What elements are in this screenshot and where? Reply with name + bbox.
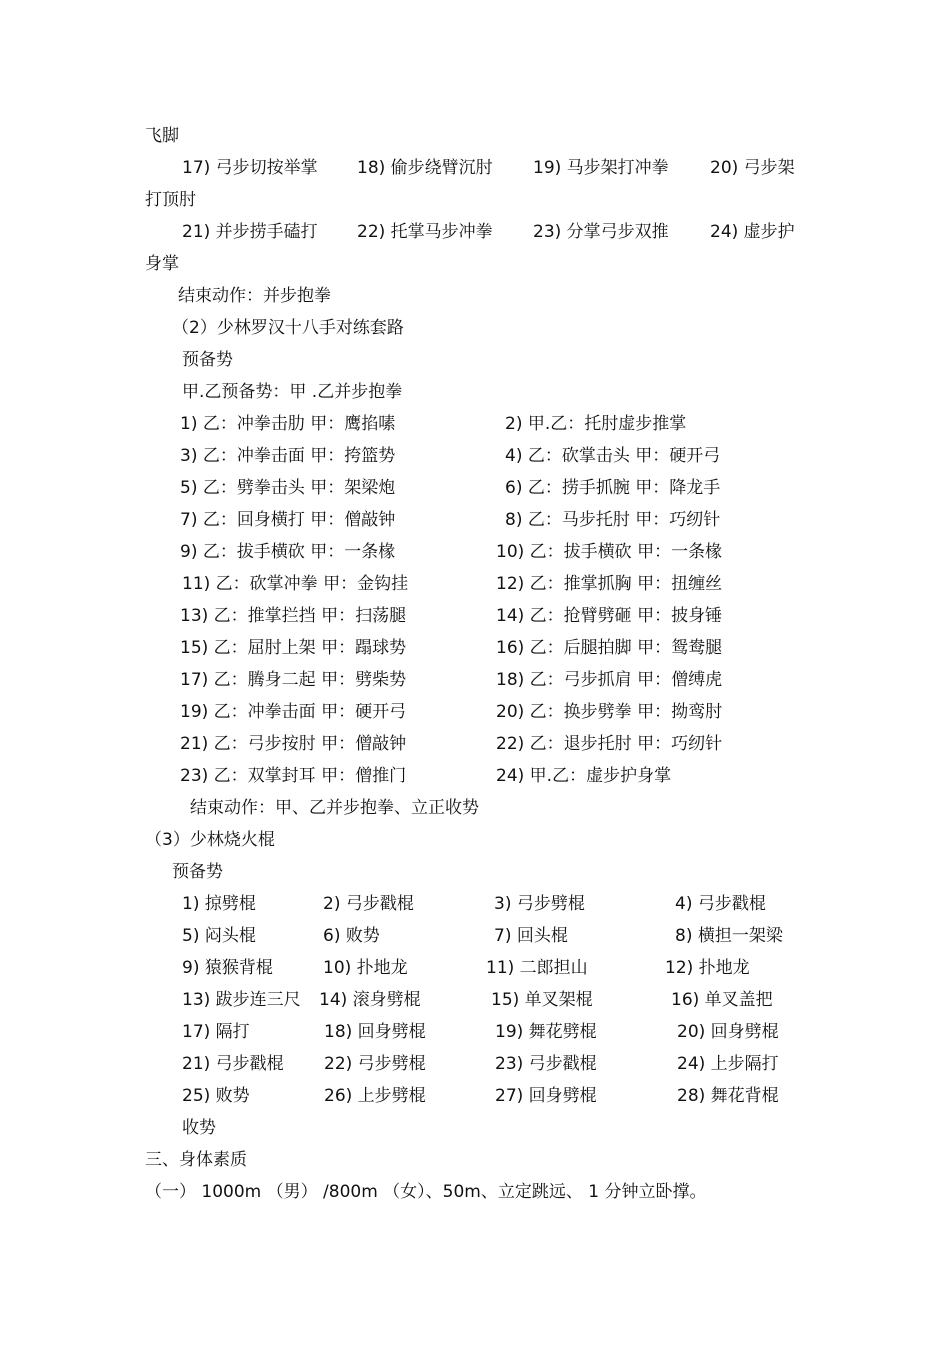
wrapped-text: 身掌 (145, 254, 179, 274)
pair-row (0, 476, 950, 500)
move-item: 19) 马步架打冲拳 (533, 158, 669, 178)
pair-item: 24) 甲.乙：虚步护身掌 (496, 766, 672, 786)
staff-move: 26) 上步劈棍 (324, 1086, 426, 1106)
move-row-21-24 (0, 220, 950, 244)
pair-item: 20) 乙：换步劈拳 甲：拗鸾肘 (496, 702, 723, 722)
staff-move: 2) 弓步戳棍 (323, 894, 414, 914)
ending-move: 结束动作：并步抱拳 (178, 286, 331, 306)
staff-move: 21) 弓步戳棍 (182, 1054, 284, 1074)
move-item: 20) 弓步架 (710, 158, 795, 178)
staff-move: 19) 舞花劈棍 (495, 1022, 597, 1042)
fitness-items: （一） 1000m （男） /800m （女）、50m、立定跳远、 1 分钟立卧撑。 (145, 1182, 707, 1202)
pair-item: 8) 乙：马步托肘 甲：巧纫针 (505, 510, 721, 530)
pair-item: 12) 乙：推掌抓胸 甲：扭缠丝 (496, 574, 723, 594)
prep-label: 预备势 (172, 862, 223, 882)
staff-row (0, 1084, 950, 1108)
staff-move: 16) 单叉盖把 (671, 990, 773, 1010)
pair-item: 5) 乙：劈拳击头 甲：架梁炮 (180, 478, 396, 498)
prep-label: 预备势 (182, 350, 233, 370)
move-item: 17) 弓步切按举掌 (182, 158, 318, 178)
ending-move: 结束动作：甲、乙并步抱拳、立正收势 (190, 798, 479, 818)
pair-item: 19) 乙：冲拳击面 甲：硬开弓 (180, 702, 407, 722)
staff-row (0, 1020, 950, 1044)
pair-item: 1) 乙：冲拳击肋 甲：鹰掐嗉 (180, 414, 396, 434)
pair-row (0, 508, 950, 532)
pair-item: 7) 乙：回身横打 甲：僧敲钟 (180, 510, 396, 530)
staff-move: 22) 弓步劈棍 (324, 1054, 426, 1074)
move-item: 23) 分掌弓步双推 (533, 222, 669, 242)
pair-row (0, 412, 950, 436)
staff-row (0, 956, 950, 980)
staff-move: 8) 横担一架梁 (675, 926, 783, 946)
pair-row (0, 604, 950, 628)
pair-row (0, 700, 950, 724)
staff-move: 4) 弓步戳棍 (675, 894, 766, 914)
staff-move: 23) 弓步戳棍 (495, 1054, 597, 1074)
pair-item: 18) 乙：弓步抓肩 甲：僧缚虎 (496, 670, 723, 690)
pair-item: 10) 乙：拔手横砍 甲：一条椽 (496, 542, 723, 562)
pair-row (0, 540, 950, 564)
pair-item: 13) 乙：推掌拦挡 甲：扫荡腿 (180, 606, 407, 626)
pair-item: 11) 乙：砍掌冲拳 甲：金钩挂 (182, 574, 409, 594)
pair-item: 23) 乙：双掌封耳 甲：僧推门 (180, 766, 407, 786)
staff-move: 12) 扑地龙 (665, 958, 750, 978)
staff-move: 11) 二郎担山 (486, 958, 588, 978)
wrapped-text-feijiao: 飞脚 (145, 126, 179, 146)
section-title: （3）少林烧火棍 (145, 830, 275, 850)
move-item: 21) 并步捞手磕打 (182, 222, 318, 242)
closing-move: 收势 (182, 1118, 216, 1138)
pair-item: 16) 乙：后腿拍脚 甲：鸳鸯腿 (496, 638, 723, 658)
section-heading: 三、身体素质 (145, 1150, 247, 1170)
staff-move: 1) 掠劈棍 (182, 894, 256, 914)
staff-move: 7) 回头棍 (494, 926, 568, 946)
pair-item: 9) 乙：拔手横砍 甲：一条椽 (180, 542, 396, 562)
pair-row (0, 572, 950, 596)
move-row-17-20 (0, 156, 950, 180)
wrapped-text: 打顶肘 (145, 190, 196, 210)
pair-item: 22) 乙：退步托肘 甲：巧纫针 (496, 734, 723, 754)
staff-move: 20) 回身劈棍 (677, 1022, 779, 1042)
staff-move: 25) 败势 (182, 1086, 250, 1106)
pair-item: 21) 乙：弓步按肘 甲：僧敲钟 (180, 734, 407, 754)
staff-move: 5) 闷头棍 (182, 926, 256, 946)
pair-item: 2) 甲.乙：托肘虚步推掌 (505, 414, 687, 434)
move-item: 22) 托掌马步冲拳 (357, 222, 493, 242)
pair-row (0, 668, 950, 692)
staff-move: 18) 回身劈棍 (324, 1022, 426, 1042)
staff-move: 24) 上步隔打 (677, 1054, 779, 1074)
pair-item: 17) 乙：腾身二起 甲：劈柴势 (180, 670, 407, 690)
pair-row (0, 636, 950, 660)
prep-detail: 甲.乙预备势：甲 .乙并步抱拳 (182, 382, 403, 402)
section-title: （2）少林罗汉十八手对练套路 (172, 318, 404, 338)
pair-item: 4) 乙：砍掌击头 甲：硬开弓 (505, 446, 721, 466)
staff-move: 9) 猿猴背棍 (182, 958, 273, 978)
staff-move: 13) 跋步连三尺 (182, 990, 301, 1010)
staff-move: 10) 扑地龙 (323, 958, 408, 978)
pair-item: 6) 乙：捞手抓腕 甲：降龙手 (505, 478, 721, 498)
staff-move: 28) 舞花背棍 (677, 1086, 779, 1106)
staff-move: 6) 败势 (323, 926, 380, 946)
pair-item: 3) 乙：冲拳击面 甲：挎篮势 (180, 446, 396, 466)
staff-move: 27) 回身劈棍 (495, 1086, 597, 1106)
move-item: 24) 虚步护 (710, 222, 795, 242)
pair-row (0, 732, 950, 756)
pair-item: 15) 乙：屈肘上架 甲：蹋球势 (180, 638, 407, 658)
staff-row (0, 924, 950, 948)
staff-move: 17) 隔打 (182, 1022, 250, 1042)
pair-row (0, 444, 950, 468)
move-item: 18) 偷步绕臂沉肘 (357, 158, 493, 178)
staff-move: 14) 滚身劈棍 (319, 990, 421, 1010)
staff-row (0, 1052, 950, 1076)
staff-row (0, 988, 950, 1012)
staff-row (0, 892, 950, 916)
pair-row (0, 764, 950, 788)
pair-item: 14) 乙：抢臂劈砸 甲：披身锤 (496, 606, 723, 626)
staff-move: 15) 单叉架棍 (491, 990, 593, 1010)
staff-move: 3) 弓步劈棍 (494, 894, 585, 914)
